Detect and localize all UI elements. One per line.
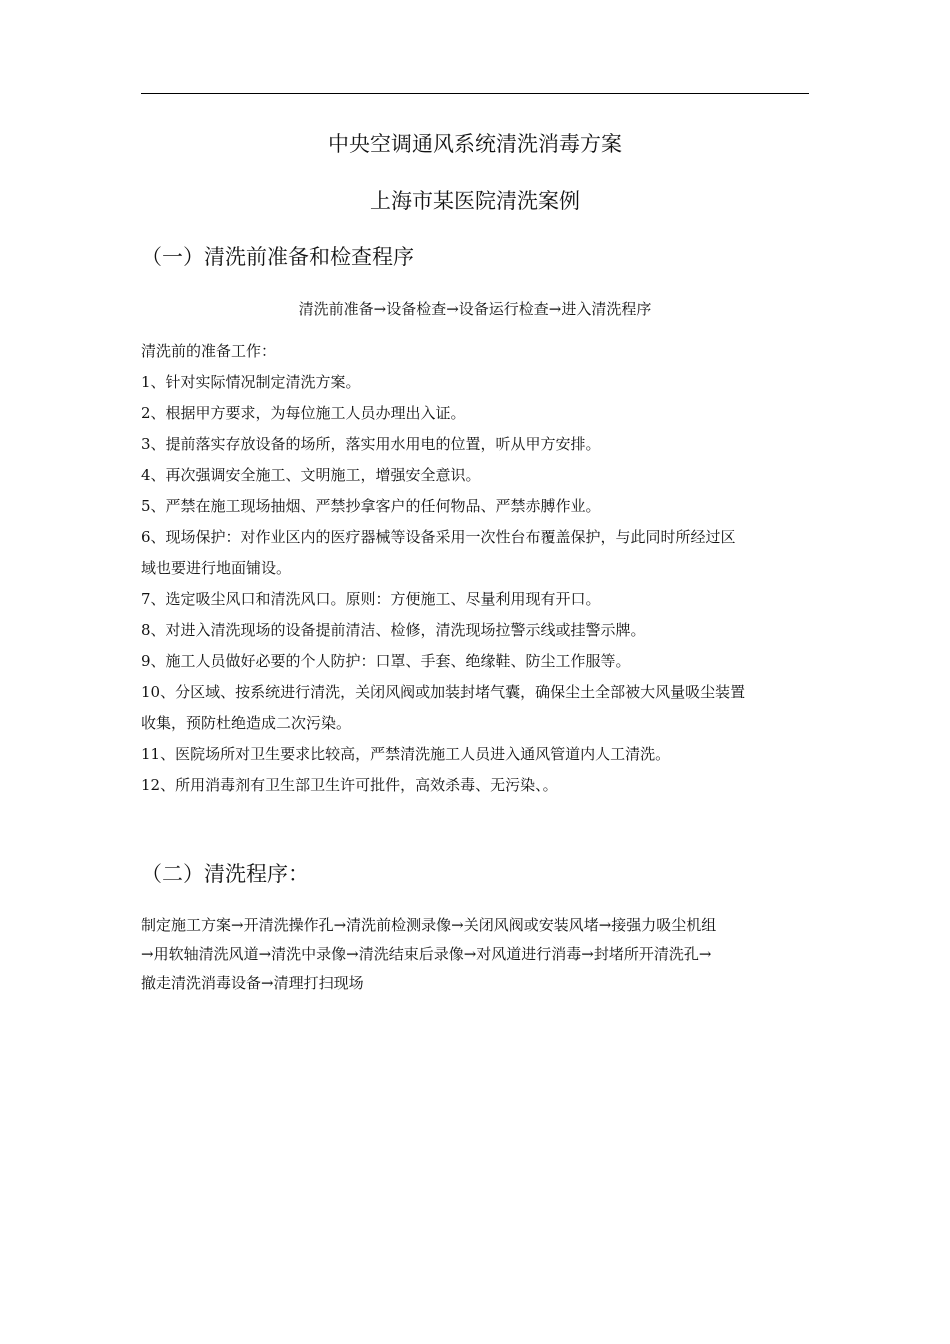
list-item: 8、对进入清洗现场的设备提前清洁、检修，清洗现场拉警示线或挂警示牌。 (141, 621, 646, 639)
list-item: 5、严禁在施工现场抽烟、严禁抄拿客户的任何物品、严禁赤膊作业。 (141, 497, 601, 515)
list-item: 3、提前落实存放设备的场所，落实用水用电的位置，听从甲方安排。 (141, 435, 601, 453)
preparation-intro: 清洗前的准备工作： (141, 342, 277, 360)
preparation-list (141, 336, 811, 801)
list-item: 2、根据甲方要求，为每位施工人员办理出入证。 (141, 404, 466, 422)
section-heading-preparation: （一）清洗前准备和检查程序 (141, 245, 414, 269)
list-item: 1、针对实际情况制定清洗方案。 (141, 373, 361, 391)
header-rule (141, 93, 809, 94)
list-item: 7、选定吸尘风口和清洗风口。原则：方便施工、尽量利用现有开口。 (141, 590, 601, 608)
list-item: 10、分区域、按系统进行清洗，关闭风阀或加装封堵气囊，确保尘土全部被大风量吸尘装置 (141, 683, 746, 701)
section-heading-procedure: （二）清洗程序： (141, 862, 309, 886)
procedure-line: 撤走清洗消毒设备→清理打扫现场 (141, 974, 364, 992)
list-item: 6、现场保护：对作业区内的医疗器械等设备采用一次性台布覆盖保护，与此同时所经过区 (141, 528, 736, 546)
list-item-continuation: 域也要进行地面铺设。 (141, 559, 292, 577)
document-title: 中央空调通风系统清洗消毒方案 (328, 132, 622, 156)
list-item: 9、施工人员做好必要的个人防护：口罩、手套、绝缘鞋、防尘工作服等。 (141, 652, 631, 670)
procedure-line: 制定施工方案→开清洗操作孔→清洗前检测录像→关闭风阀或安装风堵→接强力吸尘机组 (141, 916, 717, 934)
preparation-flow: 清洗前准备→设备检查→设备运行检查→进入清洗程序 (298, 300, 652, 318)
procedure-flow (141, 911, 811, 998)
list-item: 12、所用消毒剂有卫生部卫生许可批件，高效杀毒、无污染、。 (141, 776, 558, 794)
list-item: 4、再次强调安全施工、文明施工，增强安全意识。 (141, 466, 481, 484)
list-item: 11、医院场所对卫生要求比较高，严禁清洗施工人员进入通风管道内人工清洗。 (141, 745, 671, 763)
procedure-line: →用软轴清洗风道→清洗中录像→清洗结束后录像→对风道进行消毒→封堵所开清洗孔→ (141, 945, 712, 963)
list-item-continuation: 收集，预防杜绝造成二次污染。 (141, 714, 352, 732)
document-subtitle: 上海市某医院清洗案例 (370, 189, 580, 213)
